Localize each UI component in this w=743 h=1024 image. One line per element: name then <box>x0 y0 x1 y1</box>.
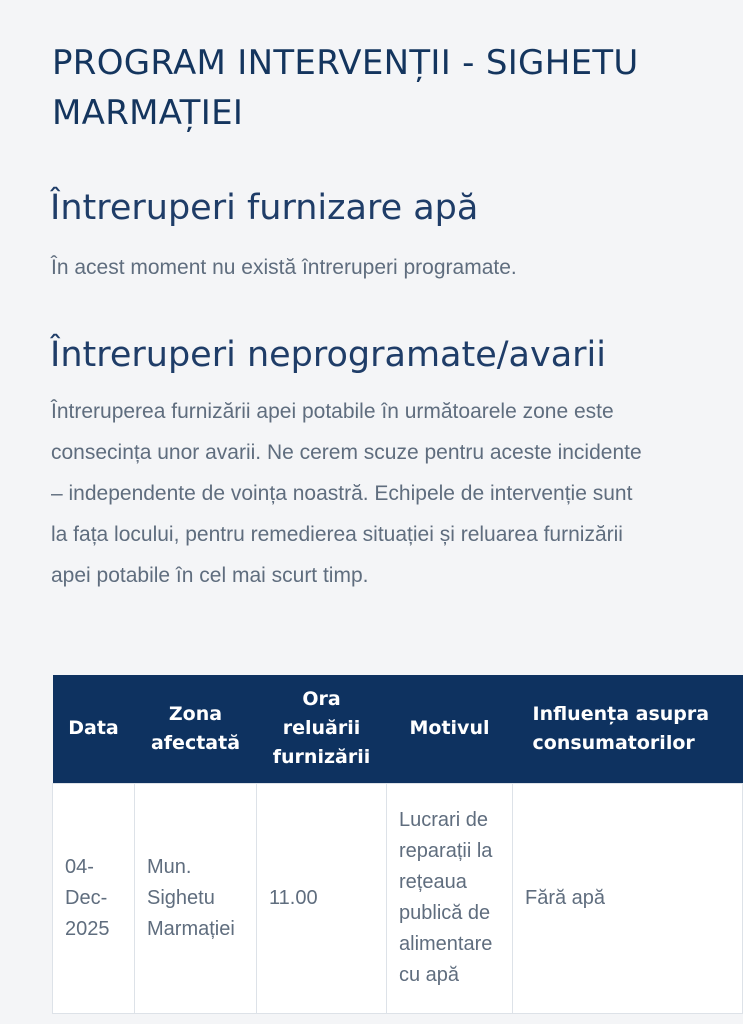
cell-restore-time-text: 11.00 <box>269 886 318 909</box>
planned-interruptions-heading: Întreruperi furnizare apă <box>50 188 479 228</box>
outages-table-scroll[interactable] <box>52 675 710 1024</box>
cell-reason <box>387 783 513 1013</box>
cell-restore-time <box>257 783 387 1013</box>
table-row <box>53 783 743 1013</box>
page-title: PROGRAM INTERVENȚII - SIGHETU MARMAȚIEI <box>52 43 639 133</box>
no-planned-interruptions-text: În acest moment nu există întreruperi programate. <box>51 256 517 279</box>
column-header-date: Data <box>53 675 135 783</box>
column-header-impact: Influența asupra consumatorilor <box>513 675 743 783</box>
cell-zone <box>135 783 257 1013</box>
cell-date-text: 04-Dec-2025 <box>65 855 110 940</box>
cell-zone-text: Mun. Sighetu Marmației <box>147 855 235 940</box>
column-header-reason: Motivul <box>387 675 513 783</box>
unplanned-interruptions-heading: Întreruperi neprogramate/avarii <box>50 335 607 375</box>
cell-impact-text: Fără apă <box>525 886 606 909</box>
column-header-zone: Zona afectată <box>135 675 257 783</box>
cell-date <box>53 783 135 1013</box>
table-header-row <box>53 675 743 783</box>
cell-impact <box>513 783 743 1013</box>
cell-reason-text: Lucrari de reparații la rețeaua publică de alimentare cu apă <box>399 809 493 986</box>
column-header-restore-time: Ora reluării furnizării <box>257 675 387 783</box>
outages-table <box>52 675 743 1014</box>
unplanned-interruptions-description: Întreruperea furnizării apei potabile în următoarele zone este consecința unor avarii. Ne cerem scuze pentru aceste incidente – independente de voința noastră. Echipele de intervenție sunt la fața locului, pentru remedierea situației și reluarea furnizării apei potabile în cel mai scurt timp. <box>51 400 642 587</box>
